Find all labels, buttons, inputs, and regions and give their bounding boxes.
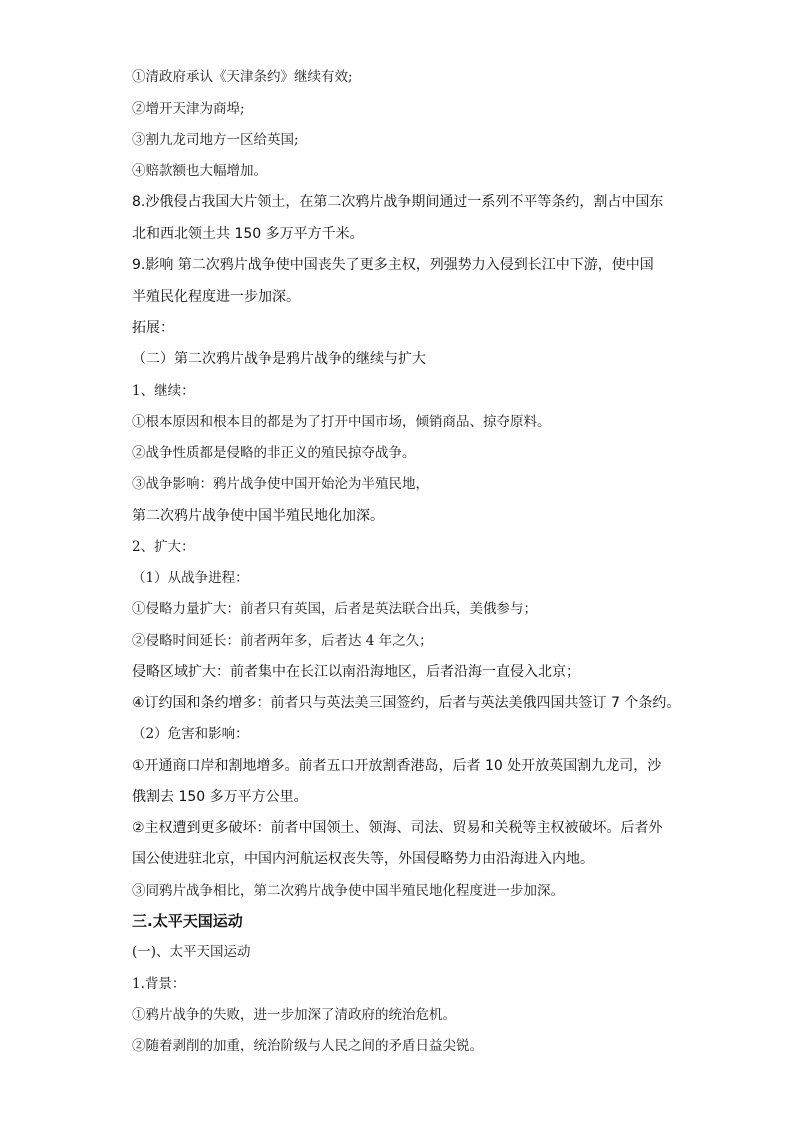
text-line: ①开通商口岸和割地增多。前者五口开放割香港岛，后者 10 处开放英国割九龙司，沙 [132,758,662,774]
text-line: 侵略区域扩大：前者集中在长江以南沿海地区，后者沿海一直侵入北京； [132,664,580,680]
text-line: ②侵略时间延长：前者两年多，后者达 4 年之久； [132,633,433,649]
text-line: ①根本原因和根本目的都是为了打开中国市场，倾销商品、掠夺原料。 [132,414,551,430]
text-line: 8.沙俄侵占我国大片领土，在第二次鸦片战争期间通过一系列不平等条约，割占中国东 [132,194,664,210]
text-line: ②随着剥削的加重，统治阶级与人民之间的矛盾日益尖锐。 [132,1038,483,1054]
text-line: 第二次鸦片战争使中国半殖民地化加深。 [132,508,384,524]
text-line: 北和西北领土共 150 多万平方千米。 [132,226,364,242]
subsection-heading: (一)、太平天国运动 [132,944,251,960]
text-line: 半殖民化程度进一步加深。 [132,289,300,305]
text-line: ③割九龙司地方一区给英国; [132,132,299,148]
text-line: （2）危害和影响： [132,726,249,742]
text-line: ①鸦片战争的失败，进一步加深了清政府的统治危机。 [132,1007,456,1023]
text-line: 国公使进驻北京，中国内河航运权丧失等，外国侵略势力由沿海进入内地。 [132,851,594,867]
text-line: ④赔款额也大幅增加。 [132,163,267,179]
text-line: ①清政府承认《天津条约》继续有效; [132,69,353,85]
subsection-heading: （二）第二次鸦片战争是鸦片战争的继续与扩大 [132,351,426,367]
text-line: ③同鸦片战争相比，第二次鸦片战争使中国半殖民地化程度进一步加深。 [132,883,564,899]
text-line: 2、扩大： [132,539,195,555]
text-line: ①侵略力量扩大：前者只有英国，后者是英法联合出兵，美俄参与； [132,601,537,617]
text-line: 1.背景： [132,976,186,992]
text-line: ④订约国和条约增多：前者只与英法美三国签约，后者与英法美俄四国共签订 7 个条约。 [132,695,681,711]
text-line: ②增开天津为商埠; [132,101,245,117]
text-line: 1、继续： [132,383,195,399]
section-heading: 三.太平天国运动 [132,912,243,930]
text-line: （1）从战争进程： [132,570,249,586]
text-line: 9.影响 第二次鸦片战争使中国丧失了更多主权，列强势力入侵到长江中下游，使中国 [132,257,654,273]
text-line: ②战争性质都是侵略的非正义的殖民掠夺战争。 [132,445,416,461]
text-line: ③战争影响：鸦片战争使中国开始沦为半殖民地， [132,476,429,492]
text-line: 俄割去 150 多万平方公里。 [132,789,308,805]
section-label: 拓展： [132,320,174,336]
text-line: ②主权遭到更多破坏：前者中国领土、领海、司法、贸易和关税等主权被破坏。后者外 [132,820,663,836]
